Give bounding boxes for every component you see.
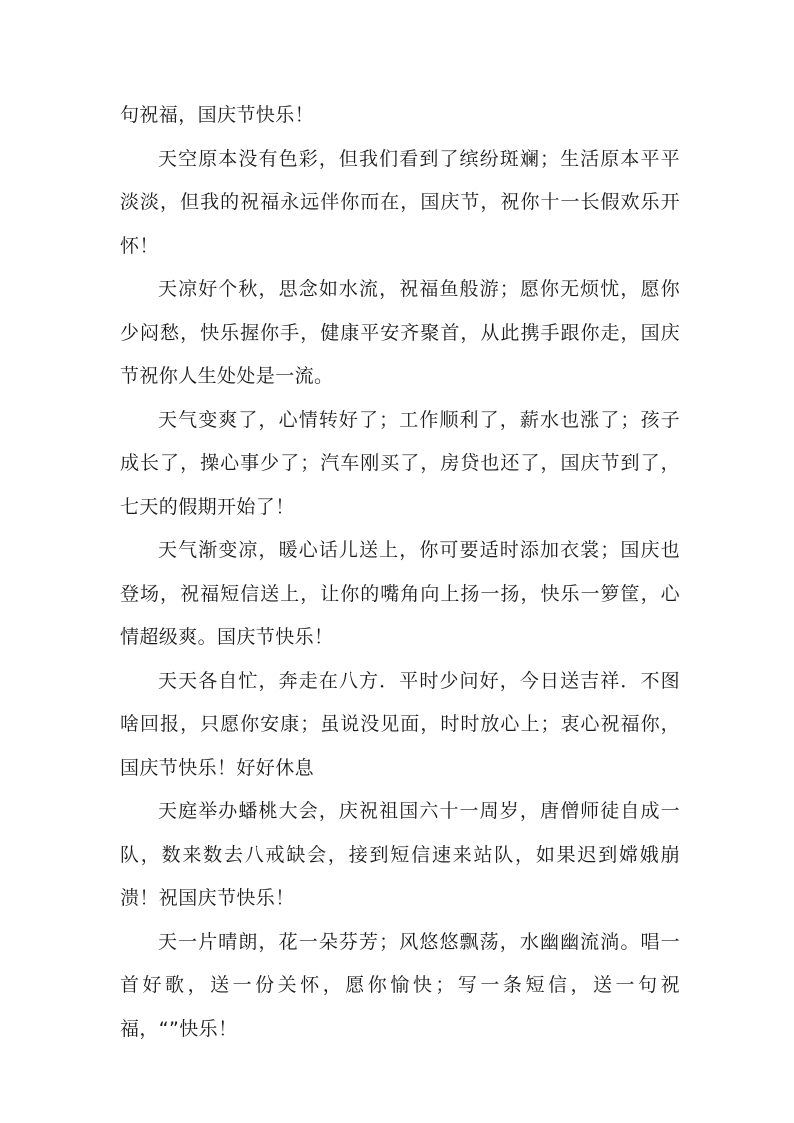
paragraph-1: 句祝福，国庆节快乐！ (120, 104, 315, 126)
paragraph-5: 天气渐变凉，暖心话儿送上，你可要适时添加衣裳；国庆也登场，祝福短信送上，让你的嘴角向上扬一扬，快乐一箩筐，心情超级爽。国庆节快乐！ (120, 539, 680, 648)
paragraph-8: 天一片晴朗，花一朵芬芳；风悠悠飘荡，水幽幽流淌。唱一首好歌，送一份关怀，愿你愉快；写一条短信，送一句祝福，“”快乐！ (120, 930, 680, 1040)
paragraph-7: 天庭举办蟠桃大会，庆祝祖国六十一周岁，唐僧师徒自成一队，数来数去八戒缺会，接到短信速来站队，如果迟到嫦娥崩溃！祝国庆节快乐！ (120, 800, 680, 909)
paragraph-3: 天凉好个秋，思念如水流，祝福鱼般游；愿你无烦忧，愿你少闷愁，快乐握你手，健康平安齐聚首，从此携手跟你走，国庆节祝你人生处处是一流。 (120, 278, 680, 387)
paragraph-2: 天空原本没有色彩，但我们看到了缤纷斑斓；生活原本平平淡淡，但我的祝福永远伴你而在，国庆节，祝你十一长假欢乐开怀！ (120, 147, 680, 257)
paragraph-4: 天气变爽了，心情转好了；工作顺利了，薪水也涨了；孩子成长了，操心事少了；汽车刚买了，房贷也还了，国庆节到了，七天的假期开始了！ (120, 408, 680, 518)
document-body (120, 94, 680, 1051)
paragraph-6: 天天各自忙，奔走在八方．平时少问好，今日送吉祥．不图啥回报，只愿你安康；虽说没见面，时时放心上；衷心祝福你，国庆节快乐！好好休息 (120, 669, 680, 779)
